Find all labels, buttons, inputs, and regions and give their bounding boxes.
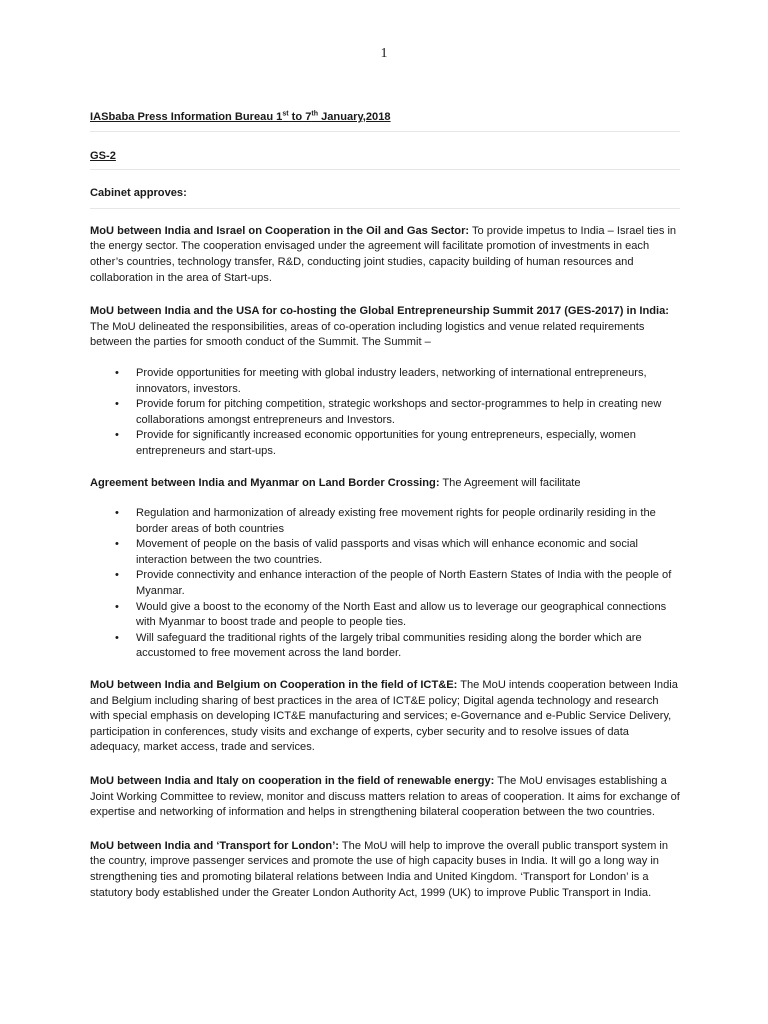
list-item: • Provide opportunities for meeting with global industry leaders, networking of international entrepreneurs, innovators, investors.	[136, 366, 680, 397]
list-item: • Will safeguard the traditional rights of the largely tribal communities residing along the border which are accustomed to free movement across the land border.	[136, 631, 680, 662]
paragraph-title: MoU between India and Italy on cooperation in the field of renewable energy:	[90, 775, 495, 787]
paragraph-title: MoU between India and Belgium on Cooperation in the field of ICT&E:	[90, 679, 458, 692]
header-sup-st: st	[282, 110, 289, 118]
paragraph-belgium	[90, 678, 680, 756]
paragraph-usa	[90, 304, 680, 351]
subheading: Cabinet approves:	[90, 186, 680, 209]
page-number: 1	[380, 46, 388, 61]
paragraph-title: Agreement between India and Myanmar on Land Border Crossing:	[90, 476, 440, 489]
paragraph-myanmar	[90, 476, 680, 492]
document-header	[90, 110, 680, 132]
paragraph-title: MoU between India and the USA for co-hosting the Global Entrepreneurship Summit 2017 (GES-2017) in India:	[90, 305, 670, 318]
list-item: • Regulation and harmonization of already existing free movement rights for people ordinarily residing in the border areas of both countries	[136, 506, 680, 537]
header-sup-th: th	[311, 110, 318, 118]
paragraph-text: The MoU intends cooperation between India and Belgium including sharing of best practices in the area of ICT&E policy; Digital agenda technology and research with special emphasis on developing ICT&E manufacturing and services; e-Governance and e-Public Service Delivery, participation in conferences, study visits and exchange of experts, cyber security and to resolve issues of data adequacy, market access, trade and services.	[90, 679, 678, 754]
list-item: • Provide for significantly increased economic opportunities for young entrepreneurs, especially, women entrepreneurs and start-ups.	[136, 428, 680, 459]
paragraph-london	[90, 839, 680, 901]
paragraph-title: MoU between India and Israel on Cooperation in the Oil and Gas Sector:	[90, 224, 470, 237]
paragraph-text: The Agreement will facilitate	[439, 476, 581, 489]
paragraph-text: The MoU will help to improve the overall public transport system in the country, improve passenger services and promote the use of high capacity buses in India. It will go a long way in strengthening ties and promoting bilateral relations between India and United Kingdom. ‘Transport for London’ is a statutory body established under the Greater London Authority Act, 1999 (UK) to improve Public Transport in India.	[90, 839, 669, 899]
bullet-list-usa	[90, 366, 680, 460]
document-body	[90, 110, 680, 919]
paragraph-text: The MoU delineated the responsibilities, areas of co-operation including logistics and venue related requirements between the parties for smooth conduct of the Summit. The Summit –	[90, 320, 645, 349]
header-text: IASbaba Press Information Bureau 1	[90, 111, 283, 123]
paragraph-text: To provide impetus to India – Israel ties in the energy sector. The cooperation envisaged under the agreement will facilitate promotion of investments in each other’s countries, technology transfer, R&D, conducting joint studies, capacity building of human resources and collaboration in the area of Start-ups.	[90, 224, 677, 284]
list-item: • Movement of people on the basis of valid passports and visas which will enhance economic and social interaction between the two countries.	[136, 537, 680, 568]
header-text-date: January,2018	[318, 111, 391, 123]
list-item: • Would give a boost to the economy of the North East and allow us to leverage our geographical connections with Myanmar to boost trade and people to people ties.	[136, 600, 680, 631]
bullet-list-myanmar	[90, 506, 680, 662]
list-item: • Provide connectivity and enhance interaction of the people of North Eastern States of India with the people of Myanmar.	[136, 568, 680, 599]
paragraph-israel	[90, 224, 680, 286]
header-text-mid: to 7	[288, 111, 312, 123]
section-heading: GS-2	[90, 149, 680, 171]
paragraph-italy	[90, 774, 680, 821]
paragraph-title: MoU between India and ‘Transport for London’:	[90, 839, 339, 852]
list-item: • Provide forum for pitching competition, strategic workshops and sector-programmes to help in creating new collaborations amongst entrepreneurs and Investors.	[136, 397, 680, 428]
paragraph-text: The MoU envisages establishing a Joint Working Committee to review, monitor and discuss matters relation to areas of cooperation. It aims for exchange of expertise and networking of information and helps in strengthening bilateral cooperation between the two countries.	[90, 775, 680, 819]
